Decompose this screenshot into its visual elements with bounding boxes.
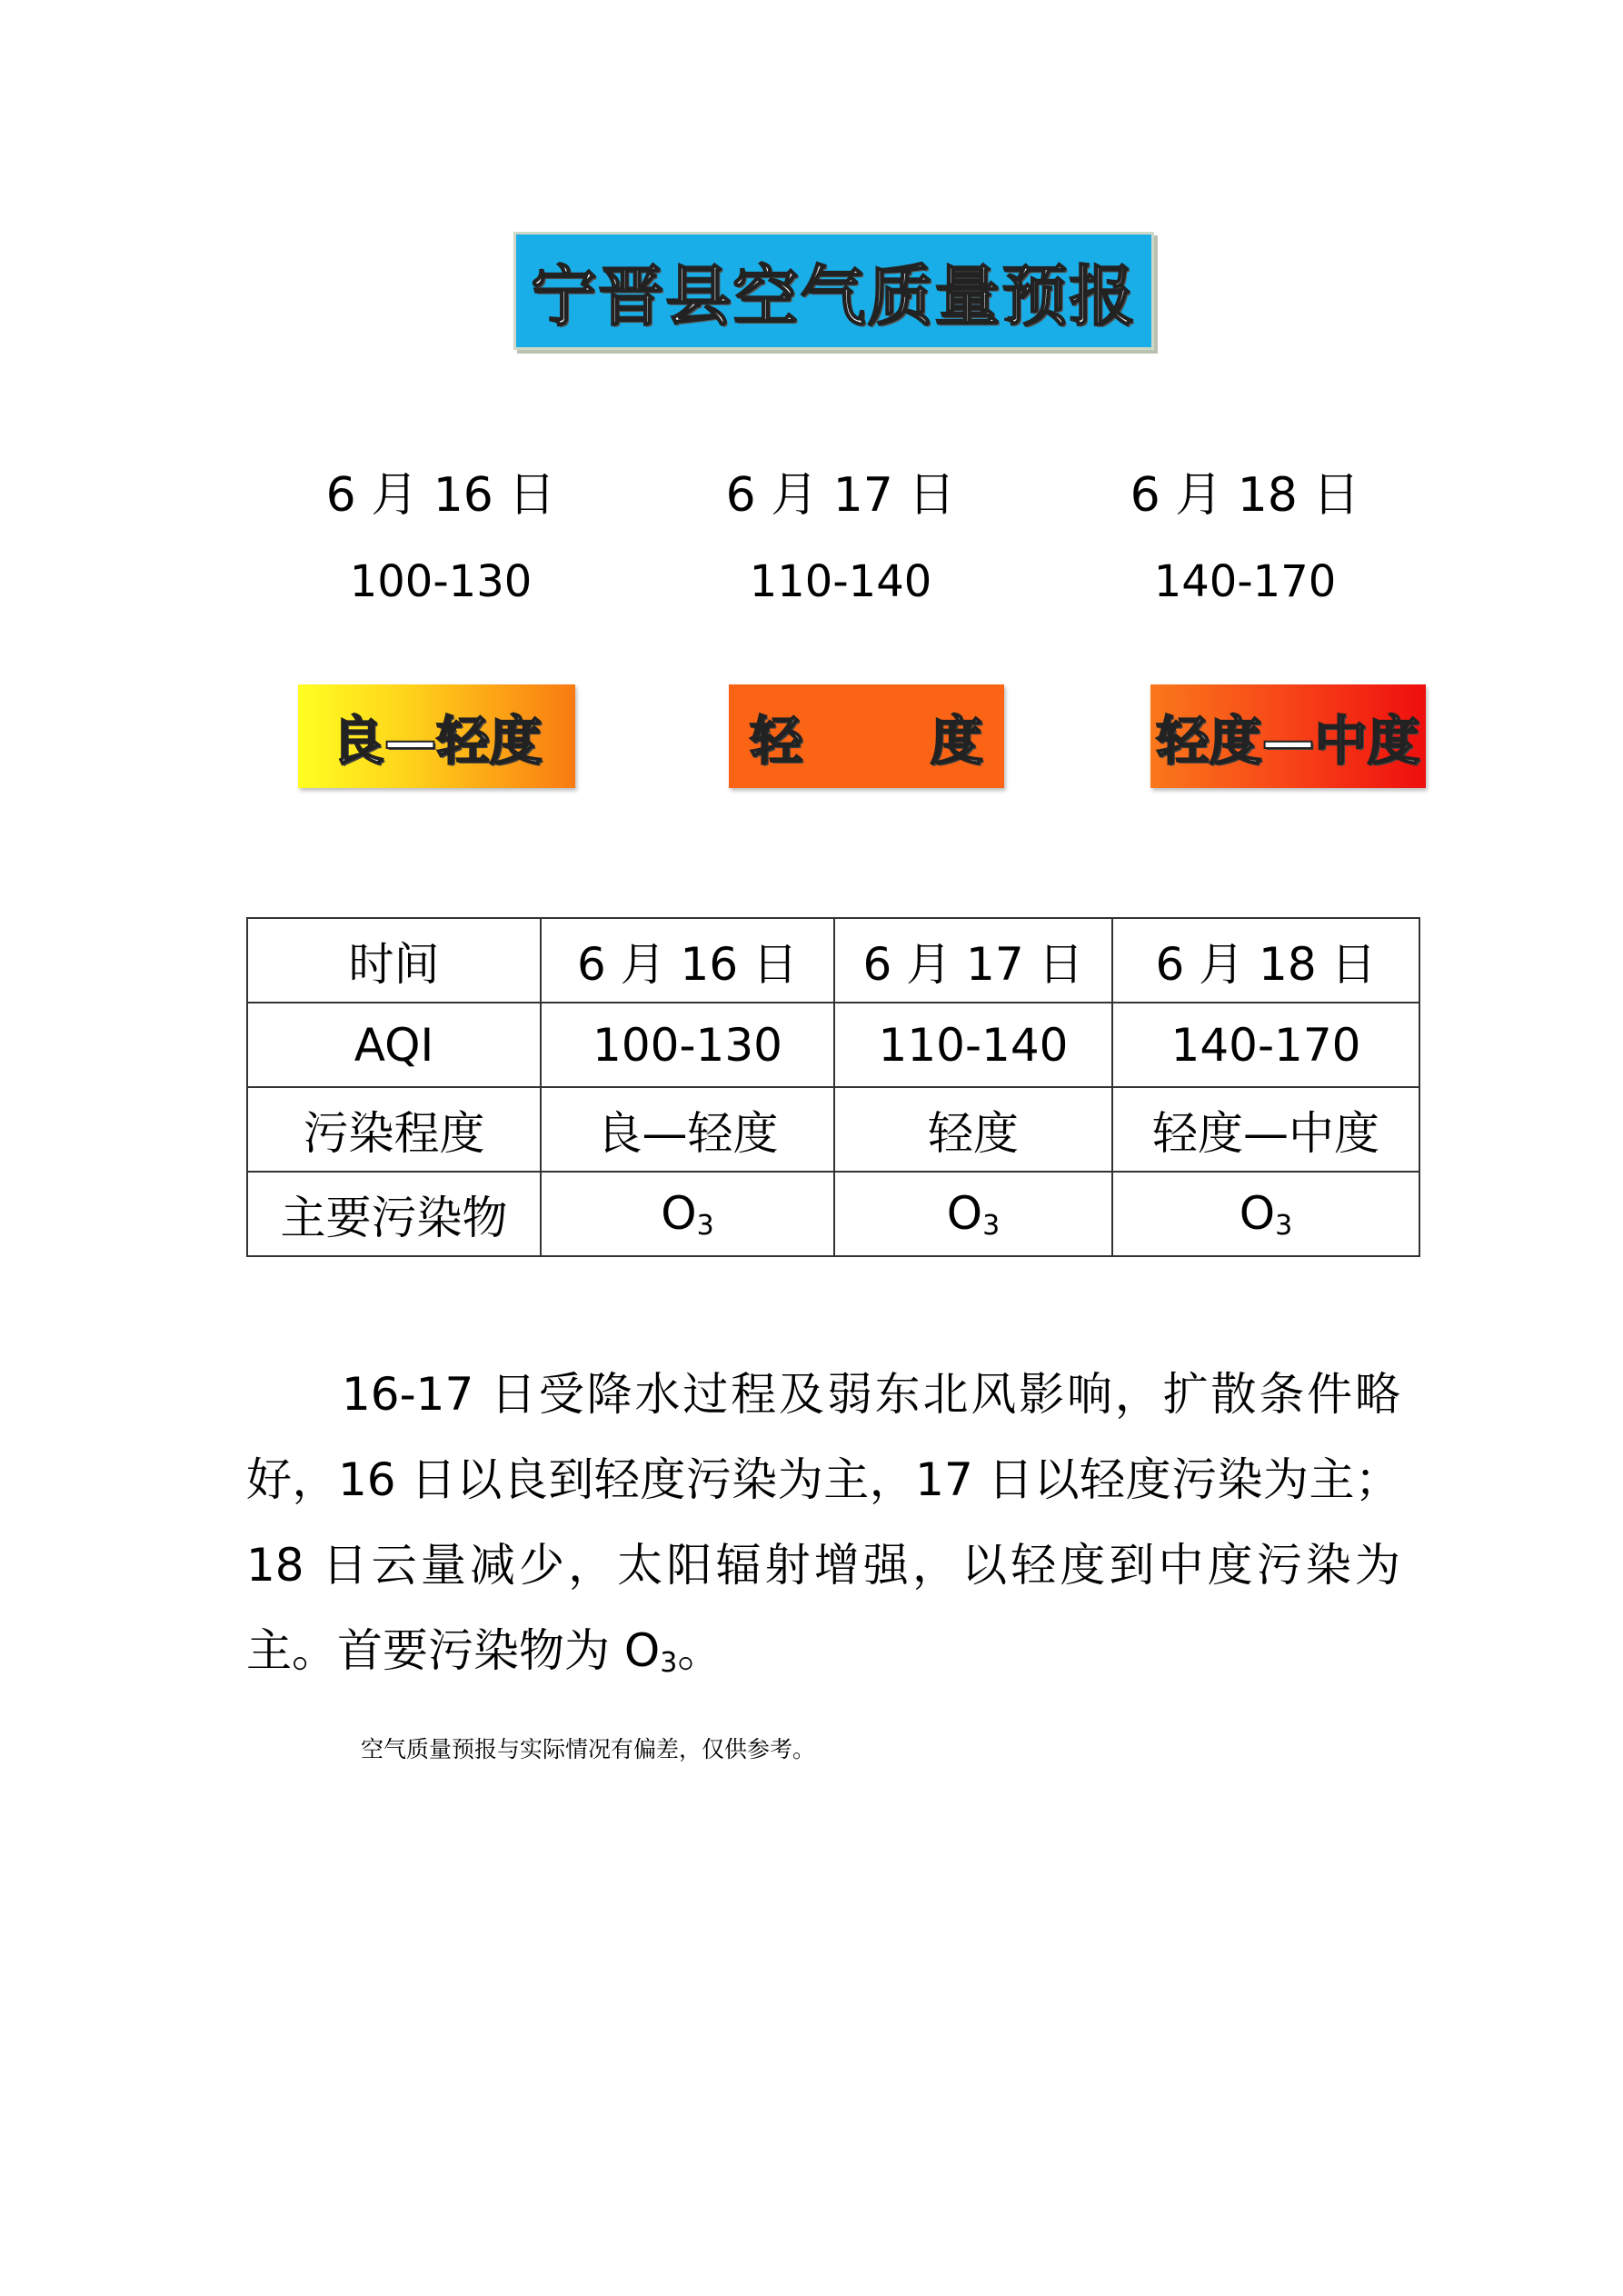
table-cell: 轻度	[834, 1087, 1112, 1172]
table-row-header	[247, 918, 1419, 1003]
table-row-aqi	[247, 1003, 1419, 1087]
table-cell: 良—轻度	[541, 1087, 834, 1172]
table-cell-pollutant: $O_3$	[541, 1172, 834, 1256]
day-aqi: 100-130	[349, 556, 533, 607]
table-cell-pollutant: $O_3$	[834, 1172, 1112, 1256]
day-summary-1	[250, 459, 632, 618]
table-cell: 140-170	[1112, 1003, 1419, 1087]
level-badge-1: 良—轻度	[298, 684, 575, 788]
table-cell-pollutant: $O_3$	[1112, 1172, 1419, 1256]
day-summary-2	[650, 459, 1031, 618]
table-cell: 6 月 18 日	[1112, 918, 1419, 1003]
day-date: 6 月 17 日	[725, 468, 956, 523]
table-cell: 110-140	[834, 1003, 1112, 1087]
forecast-table	[246, 917, 1420, 1257]
day-summary-3	[1054, 459, 1436, 618]
disclaimer-note: 空气质量预报与实际情况有偏差，仅供参考。	[361, 1736, 816, 1762]
level-badge-2: 轻 度	[729, 684, 1004, 788]
day-date: 6 月 16 日	[325, 468, 556, 523]
table-cell: 轻度—中度	[1112, 1087, 1419, 1172]
table-cell: 6 月 17 日	[834, 918, 1112, 1003]
level-badge-3: 轻度—中度	[1150, 684, 1426, 788]
table-cell: 时间	[247, 918, 541, 1003]
table-cell: 污染程度	[247, 1087, 541, 1172]
day-date: 6 月 18 日	[1130, 468, 1360, 523]
forecast-description: 16-17 日受降水过程及弱东北风影响，扩散条件略好，16 日以良到轻度污染为主，17 日以轻度污染为主；18 日云量减少，太阳辐射增强，以轻度到中度污染为主。首要污染物为 $O_3$。	[246, 1368, 1400, 1679]
page-title: 宁晋县空气质量预报	[531, 258, 1137, 334]
table-row-level	[247, 1087, 1419, 1172]
day-aqi: 110-140	[749, 556, 932, 607]
table-cell: 6 月 16 日	[541, 918, 834, 1003]
table-cell: 100-130	[541, 1003, 834, 1087]
title-banner	[513, 232, 1154, 350]
table-row-pollutant	[247, 1172, 1419, 1256]
table-cell: AQI	[247, 1003, 541, 1087]
day-aqi: 140-170	[1153, 556, 1337, 607]
table-cell: 主要污染物	[247, 1172, 541, 1256]
